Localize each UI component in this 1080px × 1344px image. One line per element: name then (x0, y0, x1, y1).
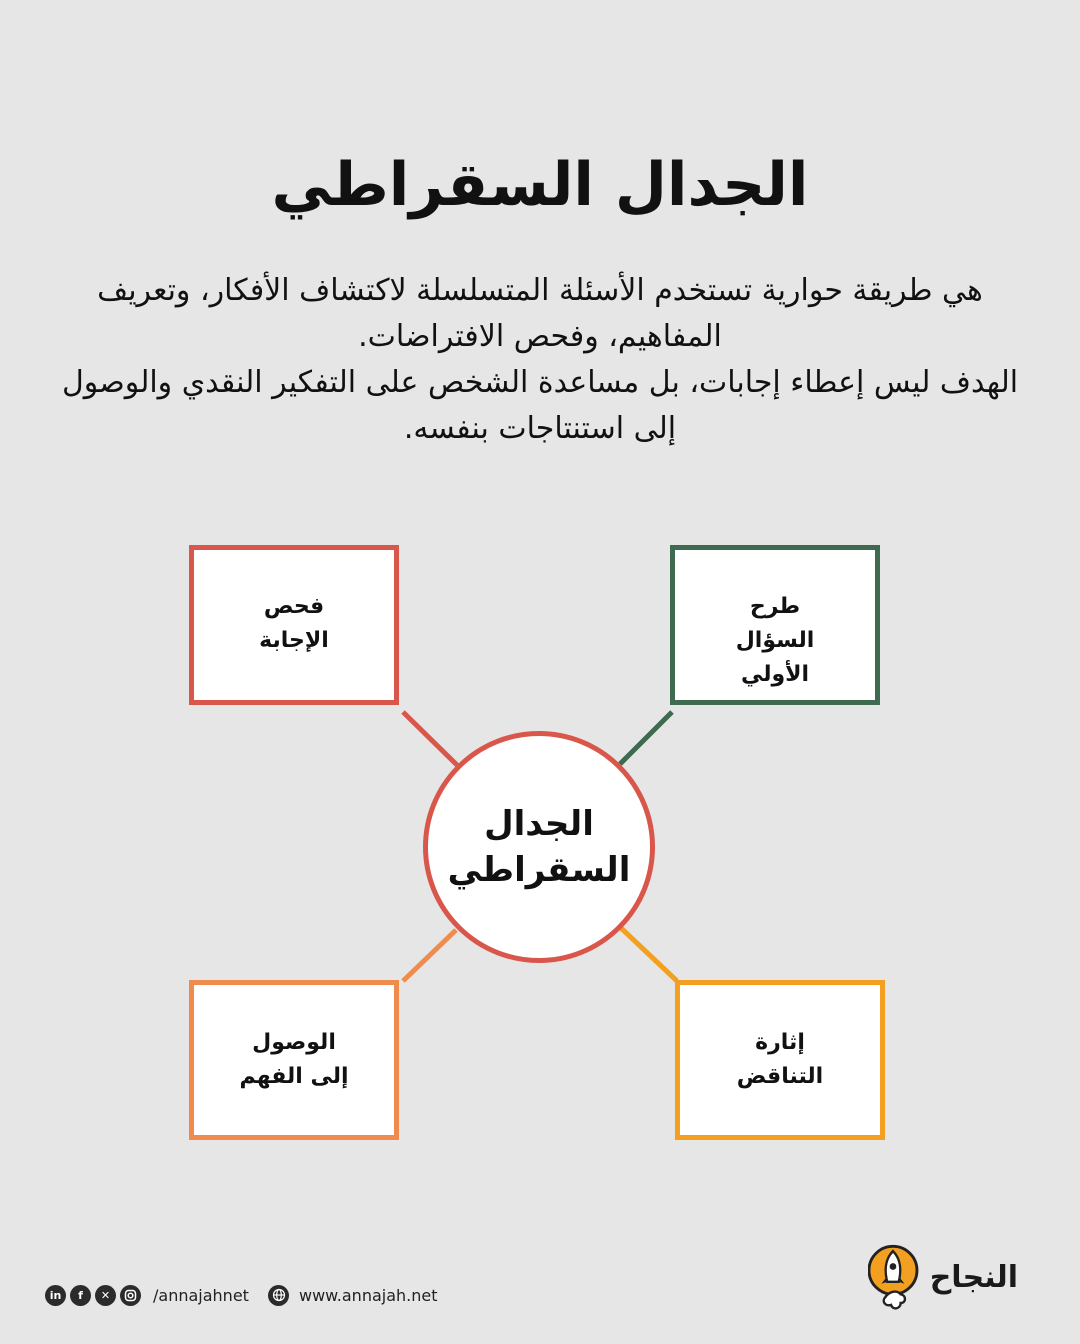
connector-bottom-left (403, 930, 456, 981)
instagram-icon[interactable] (120, 1285, 141, 1306)
box-examine-answer (189, 545, 399, 705)
box-reach-understanding-label: الوصول إلى الفهم (239, 1030, 349, 1089)
logo-text: النجاح (929, 1260, 1018, 1295)
linkedin-icon[interactable]: in (45, 1285, 66, 1306)
facebook-icon[interactable]: f (70, 1285, 91, 1306)
connector-bottom-right (621, 928, 677, 981)
description-paragraph-2: الهدف ليس إعطاء إجابات، بل مساعدة الشخص على التفكير النقدي والوصول إلى استنتاجات بنفسه. (61, 365, 1019, 446)
box-reach-understanding (189, 980, 399, 1140)
rocket-icon (868, 1242, 924, 1314)
x-icon[interactable]: ✕ (95, 1285, 116, 1306)
center-label: الجدال السقراطي (447, 804, 631, 890)
box-initial-question (670, 545, 880, 705)
box-raise-contradiction (675, 980, 885, 1140)
center-circle (423, 731, 655, 963)
brand-logo (868, 1240, 1018, 1315)
website-url[interactable]: www.annajah.net (299, 1285, 438, 1305)
box-examine-answer-label: فحص الإجابة (259, 594, 329, 653)
connector-top-right (620, 712, 672, 764)
connector-top-left (403, 712, 458, 766)
box-raise-contradiction-label: إثارة التناقض (736, 1030, 824, 1089)
globe-icon (268, 1285, 289, 1306)
description-paragraph-1: هي طريقة حوارية تستخدم الأسئلة المتسلسلة لاكتشاف الأفكار، وتعريف المفاهيم، وفحص الافتراضات. (97, 273, 983, 354)
page-title: الجدال السقراطي (271, 150, 809, 220)
social-links (45, 1280, 249, 1310)
box-initial-question-label: طرح السؤال الأولي (735, 594, 815, 687)
social-handle[interactable]: /annajahnet (153, 1285, 249, 1305)
website-link[interactable] (268, 1280, 438, 1310)
